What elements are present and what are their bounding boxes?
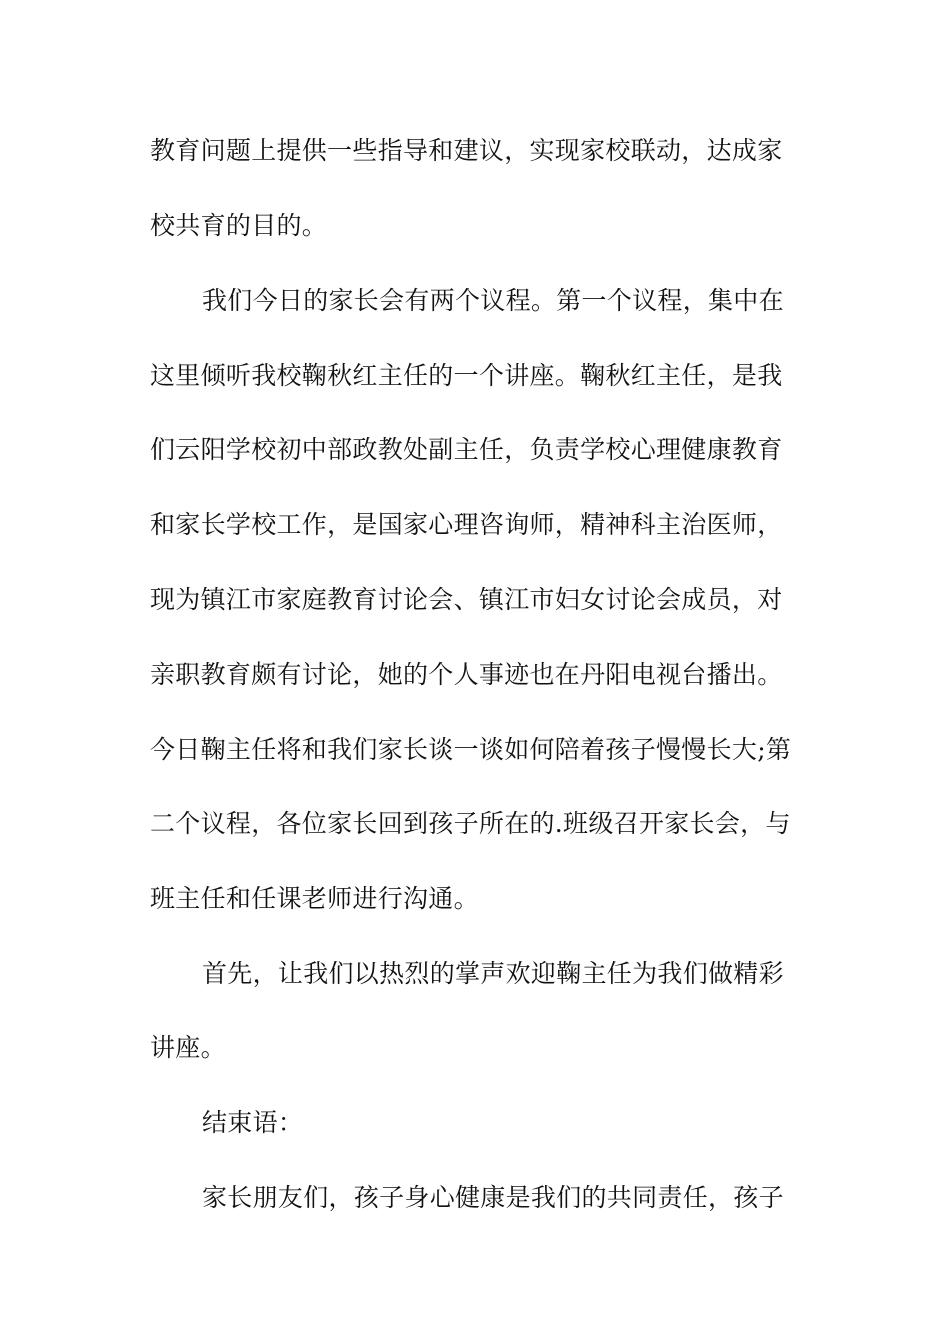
paragraph-start-line: 首先，让我们以热烈的掌声欢迎鞠主任为我们做精彩 [202, 959, 784, 988]
text-line: 们云阳学校初中部政教处副主任，负责学校心理健康教育 [150, 435, 783, 464]
text-line: 亲职教育颇有讨论，她的个人事迹也在丹阳电视台播出。 [150, 660, 783, 689]
text-line: 教育问题上提供一些指导和建议，实现家校联动，达成家 [150, 136, 783, 165]
text-line: 班主任和任课老师进行沟通。 [150, 884, 479, 913]
text-line: 和家长学校工作，是国家心理咨询师，精神科主治医师， [150, 510, 783, 539]
text-line: 这里倾听我校鞠秋红主任的一个讲座。鞠秋红主任，是我 [150, 361, 783, 390]
text-line: 二个议程，各位家长回到孩子所在的.班级召开家长会，与 [150, 809, 791, 838]
paragraph-start-line: 我们今日的家长会有两个议程。第一个议程，集中在 [202, 286, 784, 315]
text-line: 讲座。 [150, 1033, 226, 1062]
text-line: 校共育的目的。 [150, 211, 328, 240]
text-line: 现为镇江市家庭教育讨论会、镇江市妇女讨论会成员，对 [150, 585, 783, 614]
section-heading: 结束语： [202, 1108, 304, 1137]
text-line: 今日鞠主任将和我们家长谈一谈如何陪着孩子慢慢长大;第 [150, 735, 792, 764]
paragraph-start-line: 家长朋友们，孩子身心健康是我们的共同责任，孩子 [202, 1183, 784, 1212]
